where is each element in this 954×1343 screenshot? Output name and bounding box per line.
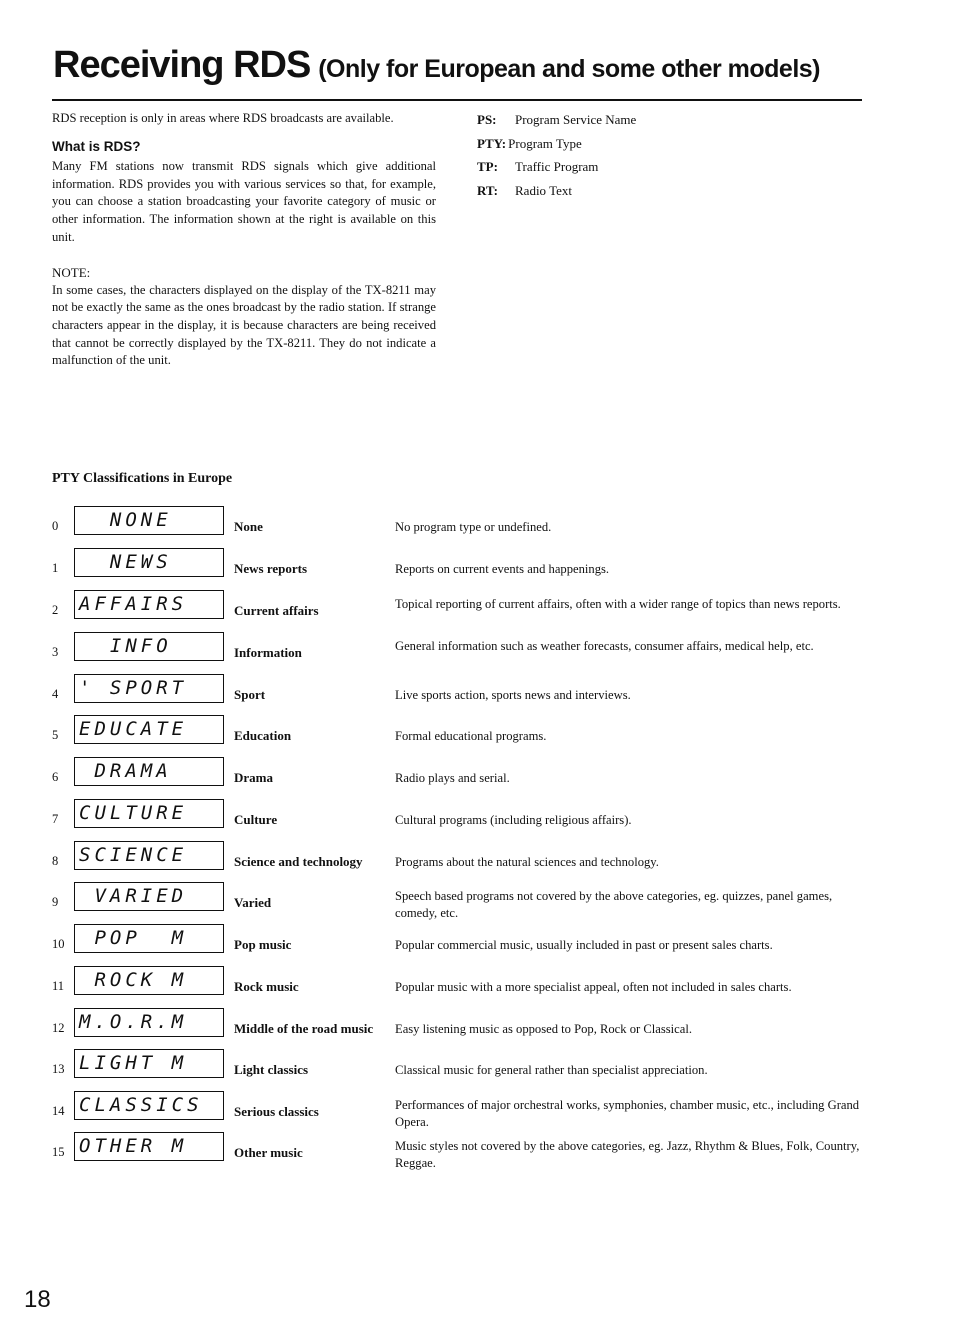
title-subtitle: (Only for European and some other models) [318, 55, 820, 83]
pty-row [52, 1049, 872, 1091]
pty-row [52, 882, 872, 924]
intro-paragraph: RDS reception is only in areas where RDS broadcasts are available. [52, 111, 394, 125]
pty-name: Serious classics [234, 1104, 319, 1119]
pty-description: Easy listening music as opposed to Pop, Rock or Classical. [395, 1022, 692, 1036]
pty-display-box: SCIENCE [74, 841, 224, 870]
pty-display-box: LIGHT M [74, 1049, 224, 1078]
pty-display-box: CLASSICS [74, 1091, 224, 1120]
pty-display-box: NONE [74, 506, 224, 535]
pty-description: No program type or undefined. [395, 520, 552, 534]
pty-description: Reports on current events and happenings. [395, 562, 610, 576]
pty-number: 6 [52, 770, 59, 784]
pty-row [52, 799, 872, 841]
pty-name: Light classics [234, 1062, 309, 1077]
pty-name: Drama [234, 770, 273, 785]
pty-number: 14 [52, 1104, 65, 1118]
pty-name: Current affairs [234, 603, 319, 618]
pty-number: 0 [52, 519, 59, 533]
pty-number: 7 [52, 812, 59, 826]
pty-row [52, 757, 872, 799]
abbreviation-value: Program Type [508, 135, 582, 151]
pty-row [52, 590, 872, 632]
pty-description: Classical music for general rather than specialist appreciation. [395, 1063, 708, 1077]
pty-name: Varied [234, 895, 272, 910]
pty-display-box: VARIED [74, 882, 224, 911]
pty-name: Science and technology [234, 854, 363, 869]
pty-number: 2 [52, 603, 59, 617]
pty-display-box: ROCK M [74, 966, 224, 995]
pty-row [52, 1091, 872, 1133]
pty-number: 8 [52, 854, 59, 868]
pty-name: Middle of the road music [234, 1021, 374, 1036]
abbreviation-value: Traffic Program [515, 159, 599, 174]
pty-description: Popular commercial music, usually included in past or present sales charts. [395, 938, 773, 952]
pty-description: Cultural programs (including religious affairs). [395, 813, 632, 827]
abbreviation-list [477, 112, 636, 206]
pty-number: 3 [52, 645, 59, 659]
pty-number: 10 [52, 937, 65, 951]
pty-row [52, 674, 872, 716]
pty-description: Speech based programs not covered by the above categories, eg. quizzes, panel games, comedy, etc. [395, 889, 833, 920]
pty-display-box: INFO [74, 632, 224, 661]
pty-row [52, 924, 872, 966]
pty-display-box: M.O.R.M [74, 1008, 224, 1037]
abbreviation-item [477, 112, 636, 136]
pty-number: 5 [52, 728, 59, 742]
what-is-rds-heading: What is RDS? [52, 138, 141, 154]
abbreviation-item [477, 183, 636, 207]
pty-display-box: NEWS [74, 548, 224, 577]
pty-description: Performances of major orchestral works, symphonies, chamber music, etc., including Grand Opera. [395, 1098, 860, 1129]
pty-number: 15 [52, 1145, 65, 1159]
title-main: Receiving RDS [53, 44, 311, 86]
abbreviation-item [477, 136, 636, 160]
pty-number: 9 [52, 895, 59, 909]
pty-row [52, 841, 872, 883]
pty-display-box: CULTURE [74, 799, 224, 828]
pty-display-box: AFFAIRS [74, 590, 224, 619]
pty-row [52, 715, 872, 757]
pty-description: Radio plays and serial. [395, 771, 510, 785]
abbreviation-value: Radio Text [515, 182, 572, 198]
pty-name: Culture [234, 812, 278, 827]
abbreviation-key: RT: [477, 182, 498, 198]
pty-description: Programs about the natural sciences and technology. [395, 855, 659, 869]
pty-number: 13 [52, 1062, 65, 1076]
abbreviation-value: Program Service Name [515, 112, 637, 127]
pty-name: News reports [234, 561, 308, 576]
pty-display-box: EDUCATE [74, 715, 224, 744]
title-rule [52, 99, 862, 101]
pty-name: Information [234, 645, 302, 660]
pty-display-box: DRAMA [74, 757, 224, 786]
pty-row [52, 632, 872, 674]
pty-description: Formal educational programs. [395, 729, 547, 743]
pty-section-heading: PTY Classifications in Europe [52, 471, 233, 486]
pty-description: Topical reporting of current affairs, often with a wider range of topics than news reports. [395, 597, 841, 611]
what-is-rds-body: Many FM stations now transmit RDS signals which give additional information. RDS provides you with various services so that, for example, you can choose a station broadcasting your favorite category of music or other information. The information shown at the right is available on this unit. [52, 159, 436, 244]
pty-description: General information such as weather forecasts, consumer affairs, medical help, etc. [395, 639, 814, 653]
pty-row [52, 1008, 872, 1050]
pty-number: 11 [52, 979, 65, 993]
abbreviation-key: PTY: [477, 135, 507, 151]
pty-description: Popular music with a more specialist appeal, often not included in sales charts. [395, 980, 792, 994]
pty-display-box: OTHER M [74, 1132, 224, 1161]
pty-number: 4 [52, 687, 59, 701]
pty-name: Education [234, 728, 292, 743]
note-heading: NOTE: [52, 265, 91, 281]
page-title [53, 44, 820, 87]
pty-row [52, 1132, 872, 1174]
pty-description: Music styles not covered by the above categories, eg. Jazz, Rhythm & Blues, Folk, Country, Reggae. [395, 1139, 860, 1170]
pty-number: 1 [52, 561, 59, 575]
pty-display-box: POP M [74, 924, 224, 953]
page-number: 18 [24, 1286, 51, 1313]
pty-name: Other music [234, 1145, 303, 1160]
pty-name: Pop music [234, 937, 292, 952]
pty-description: Live sports action, sports news and interviews. [395, 688, 631, 702]
note-body: In some cases, the characters displayed on the display of the TX-8211 may not be exactly the same as the ones broadcast by the radio station. If strange characters appear in the display, it is because characters are being received that cannot be correctly displayed by the TX-8211. They do not indicate a malfunction of the unit. [52, 282, 436, 368]
pty-display-box: ' SPORT [74, 674, 224, 703]
pty-number: 12 [52, 1021, 65, 1035]
abbreviation-key: PS: [477, 112, 497, 127]
left-column [52, 110, 436, 370]
abbreviation-key: TP: [477, 159, 498, 174]
pty-row [52, 966, 872, 1008]
pty-row [52, 548, 872, 590]
pty-name: Rock music [234, 979, 299, 994]
pty-name: Sport [234, 687, 266, 702]
abbreviation-item [477, 159, 636, 183]
pty-name: None [234, 519, 263, 534]
pty-row [52, 506, 872, 548]
